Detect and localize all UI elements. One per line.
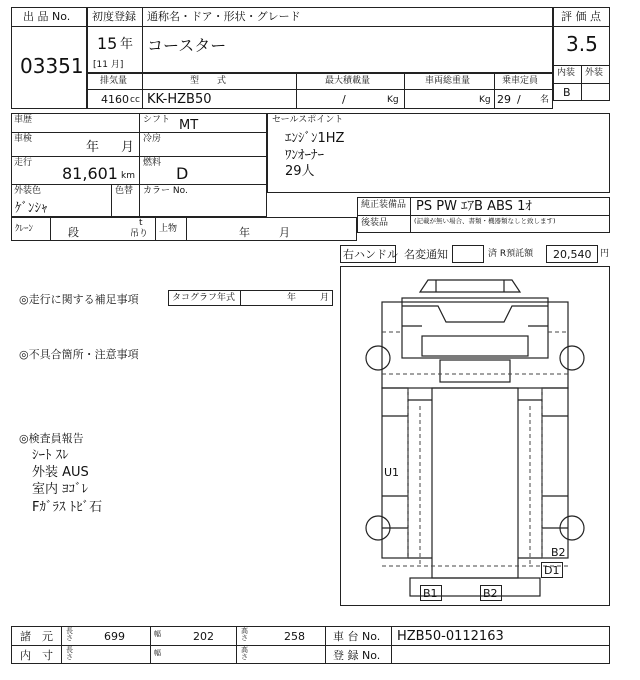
- mark-u1: U1: [384, 466, 400, 479]
- crane-ton: t: [139, 218, 143, 228]
- color-change-label: 色替: [115, 186, 134, 196]
- chassis-value: HZB50-0112163: [397, 629, 504, 644]
- inner-width-label: 幅: [154, 649, 161, 657]
- bus-outline-diagram: [340, 266, 610, 606]
- shift-value: MT: [179, 118, 199, 133]
- inspection-year: 年: [86, 140, 100, 155]
- recycle-amount: 20,540: [553, 248, 592, 261]
- crane-label: ｸﾚｰﾝ: [15, 224, 34, 234]
- spec-label: 諸 元: [20, 630, 53, 643]
- width-label: 幅: [154, 630, 161, 638]
- displacement-unit: cc: [130, 95, 140, 105]
- first-reg-label: 初度登録: [92, 10, 136, 23]
- defects-label: ◎不具合箇所・注意事項: [19, 348, 139, 361]
- crane-row: [11, 217, 357, 241]
- mark-b2-bottom: B2: [483, 587, 498, 600]
- name-change-label: 名変通知: [404, 248, 448, 261]
- mileage-unit: km: [121, 171, 135, 181]
- tacho-year: 年: [287, 293, 297, 303]
- inspection-label: 車検: [14, 134, 33, 144]
- crane-stage: 段: [68, 226, 79, 239]
- upper-label: 上物: [159, 224, 178, 234]
- tacho-month: 月: [320, 293, 330, 303]
- height-value: 258: [284, 630, 305, 643]
- exterior-color-label: 外装色: [14, 186, 42, 196]
- width-value: 202: [193, 630, 214, 643]
- lot-label: 出 品 No.: [23, 10, 71, 23]
- crane-hang: 吊り: [130, 229, 149, 239]
- grade-value: 3.5: [566, 32, 598, 56]
- tacho-label: タコグラフ年式: [172, 293, 236, 303]
- right-hand-label: 右ハンドル: [343, 248, 398, 261]
- sales-point-line-1: ｴﾝｼﾞﾝ1HZ: [285, 131, 345, 146]
- ac-label: 冷房: [143, 134, 162, 144]
- upper-year: 年: [239, 226, 250, 239]
- mileage-value: 81,601: [62, 164, 118, 183]
- displacement-value: 4160: [101, 93, 129, 106]
- first-reg-month: [11 月]: [93, 60, 124, 70]
- sales-point-line-3: 29人: [285, 164, 315, 179]
- registration-label: 登 録 No.: [333, 649, 381, 662]
- capacity-label: 乗車定員: [502, 76, 539, 86]
- mark-b2-side: B2: [551, 546, 566, 559]
- inner-length-label: 長さ: [66, 646, 73, 662]
- chassis-label: 車 台 No.: [333, 630, 381, 643]
- mileage-label: 走行: [14, 158, 33, 168]
- lot-number: 03351: [20, 54, 84, 78]
- sales-point-label: セールスポイント: [272, 115, 344, 125]
- kg-unit-1: Kg: [387, 95, 399, 105]
- recycle-label: 済 R預託額: [488, 249, 534, 259]
- first-reg-year: 15: [97, 34, 118, 53]
- inner-dimension-label: 内 寸: [20, 649, 53, 662]
- inspection-month: 月: [121, 140, 135, 155]
- car-name: コースター: [147, 36, 227, 55]
- max-load-value: /: [342, 93, 346, 106]
- fuel-label: 燃料: [143, 158, 162, 168]
- capacity-sep: /: [517, 93, 521, 106]
- aftermarket-label: 後装品: [361, 218, 389, 228]
- capacity-unit: 名: [540, 95, 550, 105]
- name-change-box: [452, 245, 484, 263]
- color-code-label: カラー No.: [143, 186, 188, 196]
- sales-point-line-2: ﾜﾝｵｰﾅｰ: [285, 148, 324, 163]
- exterior-label: 外装: [585, 68, 604, 78]
- recycle-unit: 円: [600, 249, 610, 259]
- model-label: 型 式: [190, 76, 227, 86]
- length-label: 長さ: [66, 627, 73, 643]
- inspector-line-3: 室内 ﾖｺﾞﾚ: [32, 482, 89, 497]
- exterior-color-value: ｹﾞﾝｼｬ: [15, 201, 48, 216]
- gross-weight-label: 車両総重量: [425, 76, 471, 86]
- aftermarket-note: (記載が無い場合、書類・機器類なしと致します): [414, 217, 556, 225]
- history-label: 車歴: [14, 115, 33, 125]
- displacement-label: 排気量: [100, 76, 128, 86]
- genuine-equipment-label: 純正装備品: [361, 200, 407, 210]
- inspector-label: ◎検査員報告: [19, 432, 84, 445]
- inspector-line-4: Fｶﾞﾗｽ ﾄﾋﾞ石: [32, 500, 103, 515]
- inner-height-label: 高さ: [241, 646, 248, 662]
- shift-label: シフト: [143, 115, 171, 125]
- interior-label: 内装: [557, 68, 576, 78]
- car-name-label: 通称名・ドア・形状・グレード: [147, 10, 301, 23]
- length-value: 699: [104, 630, 125, 643]
- mark-b1: B1: [423, 587, 438, 600]
- grade-label: 評 価 点: [561, 10, 601, 23]
- height-label: 高さ: [241, 627, 248, 643]
- max-load-label: 最大積載量: [325, 76, 371, 86]
- inspector-line-1: ｼｰﾄ ｽﾚ: [32, 448, 69, 463]
- capacity-value: 29: [497, 93, 511, 106]
- inspector-line-2: 外装 AUS: [32, 465, 89, 480]
- fuel-value: D: [176, 164, 189, 183]
- driving-notes-label: ◎走行に関する補足事項: [19, 293, 139, 306]
- first-reg-year-unit: 年: [120, 37, 134, 52]
- mark-d1: D1: [544, 564, 560, 577]
- genuine-equipment-value: PS PW ｴｱB ABS 1ｵ: [416, 199, 532, 214]
- kg-unit-2: Kg: [479, 95, 491, 105]
- interior-grade: B: [563, 86, 571, 99]
- model-value: KK-HZB50: [147, 92, 212, 107]
- upper-month: 月: [279, 226, 290, 239]
